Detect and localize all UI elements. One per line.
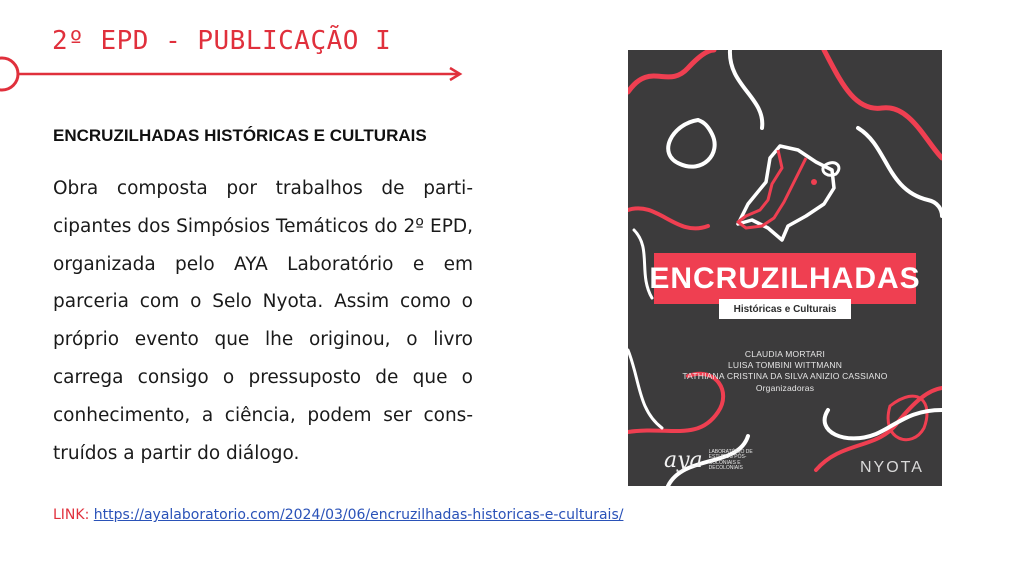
aya-logo-caption: LABORATÓRIO DE ESTUDOS PÓS-COLONIAIS E DECOLONIAIS [708,448,753,471]
slide-title: 2º EPD - PUBLICAÇÃO I [52,26,392,56]
rule-circle [0,58,18,90]
aya-logo-mark: aya [664,448,703,473]
cover-author: LUISA TOMBINI WITTMANN [727,360,843,370]
cover-author: TATHIANA CRISTINA DA SILVA ANIZIO CASSIANO [682,371,888,381]
cover-title-banner [649,253,921,304]
cover-title: ENCRUZILHADAS [649,261,921,295]
link-line [53,507,623,523]
title-arrow-rule [0,54,470,94]
book-description: Obra composta por trabalhos de participantes dos Simpósios Temáticos do 2º EPD, organizada pelo AYA Laboratório e em parceria com o Selo Nyota. Assim como o próprio evento que lhe originou, o livro carrega consigo o pressuposto de que o conhecimento, a ciência, podem ser construídos a partir do diálogo. [53,178,473,464]
cover-author: CLAUDIA MORTARI [744,349,826,359]
book-link[interactable]: https://ayalaboratorio.com/2024/03/06/encruzilhadas-historicas-e-culturais/ [93,507,624,523]
cover-subtitle: Históricas e Culturais [733,303,837,315]
cover-organizers-label: Organizadoras [755,383,815,393]
book-heading: ENCRUZILHADAS HISTÓRICAS E CULTURAIS [53,126,427,145]
cover-authors [628,349,942,394]
aya-logo [664,448,759,473]
nyota-logo: NYOTA [860,459,924,476]
book-cover-image [628,50,942,486]
cover-subtitle-banner [719,299,851,319]
link-label: LINK: [53,507,90,523]
